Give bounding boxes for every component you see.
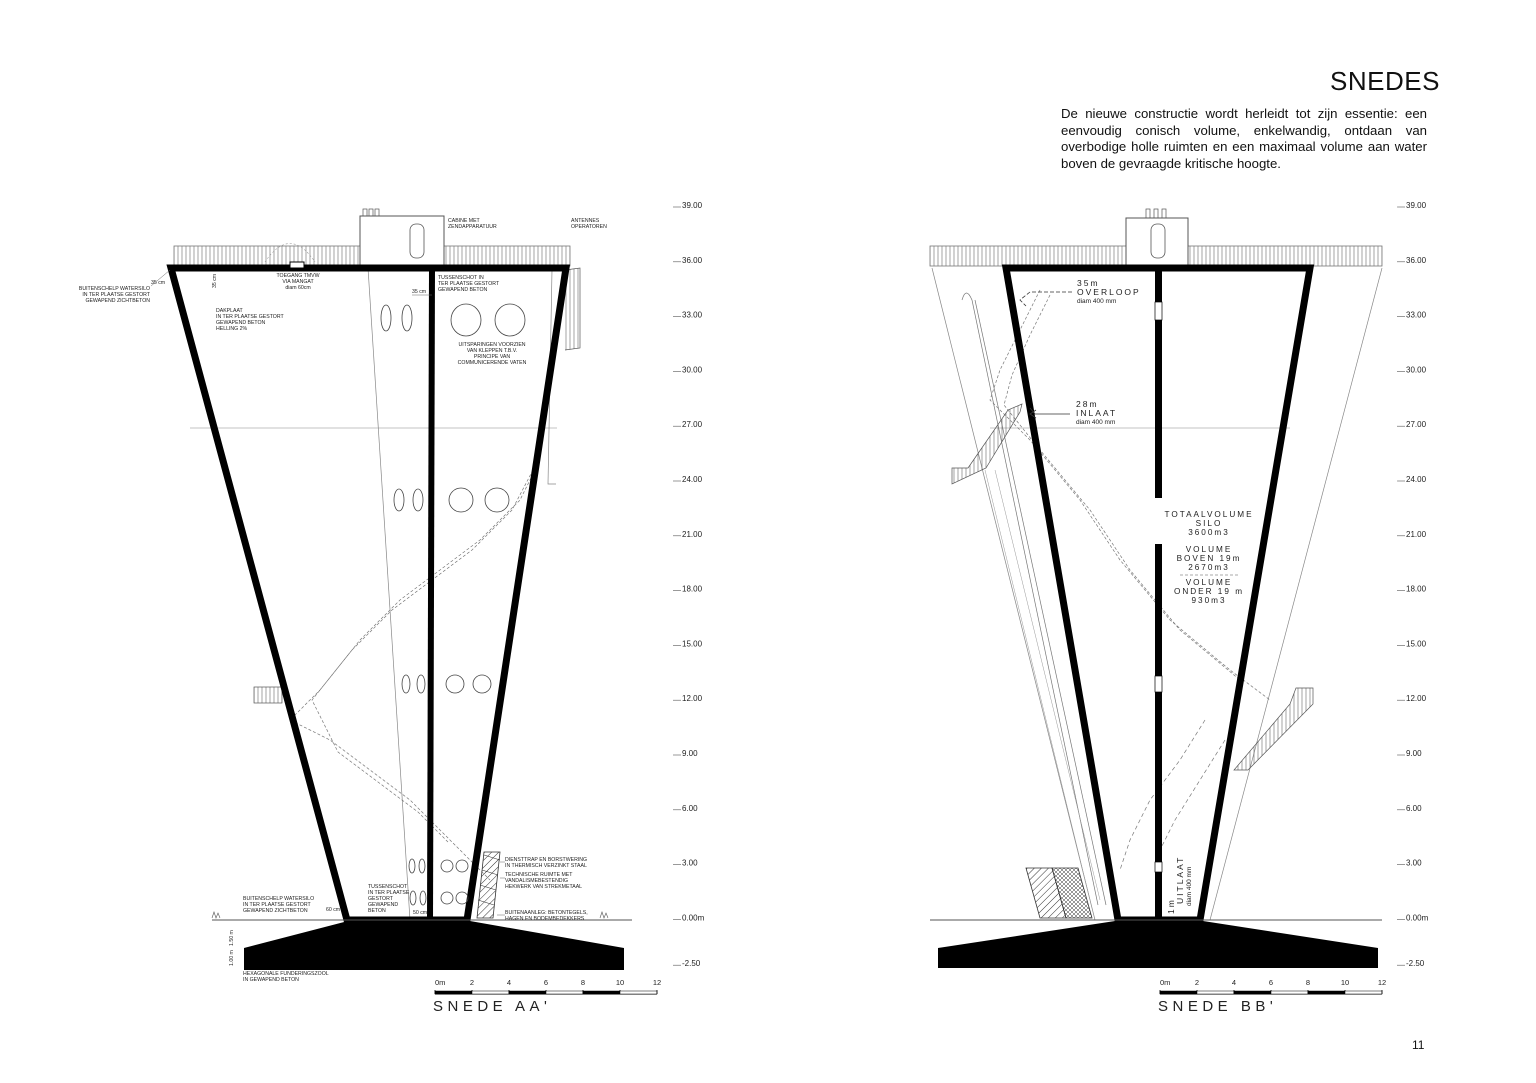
level-label: 12.00: [682, 694, 703, 704]
scale-segment: [546, 991, 583, 994]
scale-segment: [620, 991, 657, 994]
scale-label: 2: [1194, 978, 1200, 987]
inlaat-name: INLAAT: [1076, 408, 1118, 418]
scale-segment: [583, 991, 620, 994]
overloop-diam: diam 400 mm: [1077, 298, 1117, 305]
level-label: 30.00: [1406, 365, 1427, 375]
scale-label: 4: [506, 978, 512, 987]
scale-segment: [1160, 991, 1197, 994]
page-number: 11: [1412, 1038, 1425, 1052]
level-label: 27.00: [682, 420, 703, 430]
scale-segment: [1345, 991, 1382, 994]
onder-line3: 930m3: [1191, 596, 1227, 605]
level-label: 21.00: [1406, 529, 1427, 539]
note-tussenschot-bottom: TUSSENSCHOT IN TER PLAATSE GESTORT GEWAPEND BETON: [368, 884, 410, 914]
cabine: [360, 216, 444, 266]
dim-depth-1: 1.00 m: [229, 950, 235, 966]
dim-depth-2: 1.50 m: [229, 930, 235, 946]
scale-segment: [472, 991, 509, 994]
note-cabine: CABINE MET ZENDAPPARATUUR: [448, 218, 497, 230]
scale-bar-aa: [435, 978, 661, 994]
cabine-bb: [1126, 218, 1188, 266]
note-tussenschot-top: TUSSENSCHOT IN TER PLAATSE GESTORT GEWAPEND BETON: [438, 275, 500, 293]
scale-label: 12: [1377, 978, 1387, 987]
level-label: 9.00: [682, 749, 698, 758]
caption-bb: SNEDE BB': [1158, 998, 1278, 1015]
level-label: -2.50: [682, 959, 701, 969]
caption-aa: SNEDE AA': [433, 998, 552, 1015]
level-label: 24.00: [1406, 475, 1427, 484]
onder-line2: ONDER 19 m: [1173, 587, 1245, 596]
level-label: 24.00: [682, 475, 703, 484]
note-buitenaanleg: BUITENAANLEG: BETONTEGELS, HAGEN EN BODEMBEDEKKERS: [505, 910, 588, 922]
overloop-name: OVERLOOP: [1077, 287, 1141, 297]
boven-line2: BOVEN 19m: [1176, 554, 1242, 563]
levels-bb: [1397, 201, 1429, 968]
level-label: 3.00: [682, 858, 698, 868]
uitlaat-diam: diam 400 mm: [1186, 866, 1193, 906]
scale-label: 10: [1340, 978, 1350, 987]
dim-vertical: 35 cm: [212, 273, 218, 288]
level-label: 3.00: [1406, 858, 1422, 868]
central-pipe-bb: [1155, 270, 1162, 920]
boven-line1: VOLUME: [1185, 545, 1233, 554]
scale-label: 8: [1305, 978, 1311, 987]
level-label: 12.00: [1406, 694, 1427, 704]
page-title: SNEDES: [1330, 66, 1440, 96]
dim-top: 35 cm: [151, 280, 166, 286]
level-label: 6.00: [682, 803, 698, 813]
scale-label: 0m: [1160, 978, 1171, 987]
level-label: -2.50: [1406, 959, 1425, 969]
level-label: 33.00: [1406, 310, 1427, 320]
scale-bar-bb: [1160, 978, 1386, 994]
level-label: 0.00m: [682, 913, 705, 923]
uitlaat-height: 1m: [1166, 898, 1176, 914]
scale-segment: [1271, 991, 1308, 994]
level-label: 15.00: [682, 639, 703, 649]
dim-tussenschot: 35 cm: [412, 289, 427, 295]
section-bb: [930, 209, 1386, 1015]
note-dakplaat: DAKPLAAT IN TER PLAATSE GESTORT GEWAPEND BETON HELLING 2%: [216, 308, 284, 332]
note-buitenschelp-bottom: BUITENSCHELP WATERSILO IN TER PLAATSE GESTORT GEWAPEND ZICHTBETON: [243, 896, 315, 914]
scale-label: 12: [652, 978, 662, 987]
level-label: 18.00: [1406, 584, 1427, 594]
uitlaat-name: UITLAAT: [1175, 855, 1185, 904]
onder-line1: VOLUME: [1185, 578, 1233, 587]
level-label: 39.00: [682, 201, 703, 210]
scale-segment: [1234, 991, 1271, 994]
scale-label: 4: [1231, 978, 1237, 987]
tussenschot-aa: [430, 268, 432, 920]
dim-bottom: 60 cm: [326, 907, 341, 913]
section-aa: [79, 209, 661, 1015]
level-label: 6.00: [1406, 803, 1422, 813]
foundation-aa: [244, 921, 624, 970]
level-label: 27.00: [1406, 420, 1427, 430]
level-label: 39.00: [1406, 201, 1427, 210]
dim-tussenschot-bottom: 50 cm: [413, 910, 428, 916]
note-buitenschelp-top: BUITENSCHELP WATERSILO IN TER PLAATSE GESTORT GEWAPEND ZICHTBETON: [78, 286, 150, 304]
boven-line3: 2670m3: [1188, 563, 1230, 572]
scale-segment: [1308, 991, 1345, 994]
overloop-height: 35m: [1077, 278, 1100, 288]
scale-segment: [1197, 991, 1234, 994]
totaal-line3: 3600m3: [1188, 528, 1230, 537]
scale-label: 6: [543, 978, 549, 987]
scale-label: 8: [580, 978, 586, 987]
note-dienst: DIENSTTRAP EN BORSTWERING IN THERMISCH VERZINKT STAAL: [505, 857, 588, 869]
note-uitsparingen: UITSPARINGEN VOORZIEN VAN KLEPPEN T.B.V. PRINCIPE VAN COMMUNICERENDE VATEN: [457, 342, 527, 366]
level-label: 30.00: [682, 365, 703, 375]
level-label: 36.00: [1406, 255, 1427, 265]
scale-label: 2: [469, 978, 475, 987]
totaal-line1: TOTAALVOLUME: [1164, 510, 1254, 519]
level-label: 18.00: [682, 584, 703, 594]
scale-label: 0m: [435, 978, 446, 987]
scale-segment: [509, 991, 546, 994]
totaal-line2: SILO: [1195, 519, 1223, 528]
inlaat-height: 28m: [1076, 399, 1099, 409]
level-label: 0.00m: [1406, 913, 1429, 923]
intro-paragraph: De nieuwe constructie wordt herleidt tot zijn essentie: een eenvoudig conisch volume, enkelwandig, ontdaan van overbodige holle ruimten en een maximaal volume aan water boven de gevraagde kritische hoogte.: [1061, 106, 1427, 171]
level-label: 21.00: [682, 529, 703, 539]
level-label: 33.00: [682, 310, 703, 320]
level-label: 9.00: [1406, 749, 1422, 758]
scale-label: 10: [615, 978, 625, 987]
inlaat-diam: diam 400 mm: [1076, 419, 1116, 426]
note-hexagonale: HEXAGONALE FUNDERINGSZOOL IN GEWAPEND BETON: [243, 971, 329, 983]
foundation-bb: [938, 921, 1378, 968]
scale-segment: [435, 991, 472, 994]
levels-aa: [673, 201, 705, 968]
scale-label: 6: [1268, 978, 1274, 987]
level-label: 36.00: [682, 255, 703, 265]
note-technische: TECHNISCHE RUIMTE MET VANDALISMEBESTENDIG HEKWERK VAN STREKMETAAL: [505, 872, 583, 890]
level-label: 15.00: [1406, 639, 1427, 649]
note-antennes: ANTENNES OPERATOREN: [571, 218, 607, 230]
note-toegang: TOEGANG TMVW VIA MANGAT diam 60cm: [276, 273, 320, 291]
